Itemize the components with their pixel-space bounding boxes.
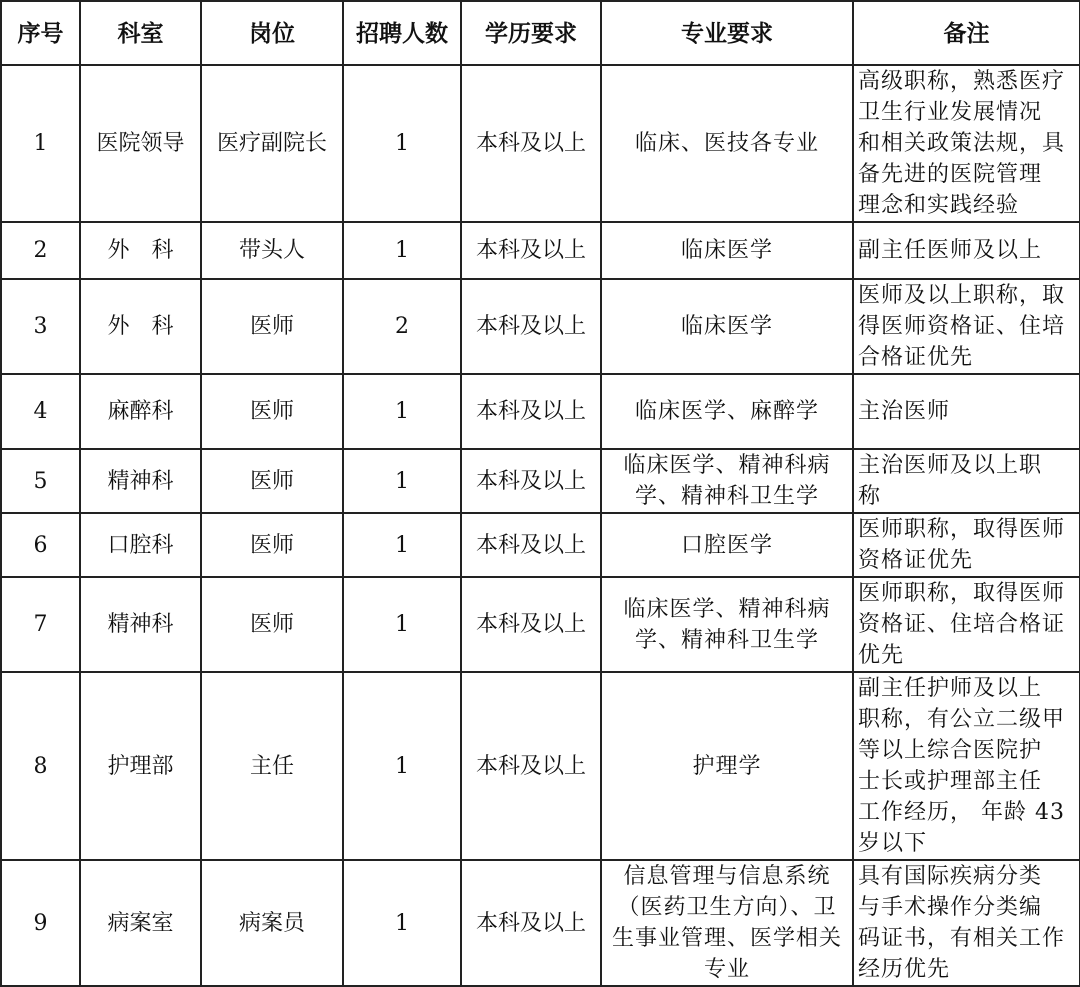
cell-dept: 护理部 xyxy=(80,672,201,860)
cell-post: 带头人 xyxy=(201,222,343,279)
cell-dept: 精神科 xyxy=(80,449,201,513)
cell-count: 1 xyxy=(343,860,461,986)
cell-no: 1 xyxy=(1,65,80,222)
cell-remark: 副主任护师及以上 职称，有公立二级甲 等以上综合医院护 士长或护理部主任 工作经历， 年龄 43 岁以下 xyxy=(853,672,1080,860)
cell-no: 7 xyxy=(1,577,80,672)
cell-remark: 主治医师 xyxy=(853,374,1080,449)
cell-edu: 本科及以上 xyxy=(461,672,601,860)
table-row xyxy=(1,449,1080,513)
cell-remark: 医师职称，取得医师 资格证优先 xyxy=(853,513,1080,577)
cell-no: 2 xyxy=(1,222,80,279)
cell-major: 口腔医学 xyxy=(601,513,853,577)
cell-dept: 精神科 xyxy=(80,577,201,672)
cell-dept: 麻醉科 xyxy=(80,374,201,449)
cell-no: 6 xyxy=(1,513,80,577)
cell-count: 1 xyxy=(343,672,461,860)
header-remark: 备注 xyxy=(853,1,1080,65)
cell-edu: 本科及以上 xyxy=(461,374,601,449)
table-row xyxy=(1,860,1080,986)
table-row xyxy=(1,513,1080,577)
cell-post: 医师 xyxy=(201,449,343,513)
cell-edu: 本科及以上 xyxy=(461,513,601,577)
cell-remark: 副主任医师及以上 xyxy=(853,222,1080,279)
cell-edu: 本科及以上 xyxy=(461,279,601,374)
table-row xyxy=(1,374,1080,449)
cell-remark: 具有国际疾病分类 与手术操作分类编 码证书，有相关工作 经历优先 xyxy=(853,860,1080,986)
cell-dept: 口腔科 xyxy=(80,513,201,577)
cell-edu: 本科及以上 xyxy=(461,577,601,672)
cell-dept: 病案室 xyxy=(80,860,201,986)
cell-no: 3 xyxy=(1,279,80,374)
cell-dept: 外 科 xyxy=(80,222,201,279)
cell-count: 1 xyxy=(343,222,461,279)
cell-post: 医师 xyxy=(201,513,343,577)
cell-count: 1 xyxy=(343,513,461,577)
table-row xyxy=(1,577,1080,672)
header-post: 岗位 xyxy=(201,1,343,65)
header-dept: 科室 xyxy=(80,1,201,65)
cell-count: 1 xyxy=(343,577,461,672)
cell-major: 临床医学 xyxy=(601,222,853,279)
header-row xyxy=(1,1,1080,65)
cell-post: 病案员 xyxy=(201,860,343,986)
cell-major: 护理学 xyxy=(601,672,853,860)
cell-post: 医疗副院长 xyxy=(201,65,343,222)
cell-remark: 主治医师及以上职 称 xyxy=(853,449,1080,513)
cell-count: 2 xyxy=(343,279,461,374)
cell-major: 临床医学、精神科病 学、精神科卫生学 xyxy=(601,449,853,513)
cell-remark: 高级职称，熟悉医疗 卫生行业发展情况 和相关政策法规，具 备先进的医院管理 理念和实践经验 xyxy=(853,65,1080,222)
cell-post: 医师 xyxy=(201,374,343,449)
cell-edu: 本科及以上 xyxy=(461,860,601,986)
cell-no: 8 xyxy=(1,672,80,860)
cell-remark: 医师职称，取得医师 资格证、住培合格证 优先 xyxy=(853,577,1080,672)
cell-major: 信息管理与信息系统 （医药卫生方向）、卫 生事业管理、医学相关 专业 xyxy=(601,860,853,986)
header-major: 专业要求 xyxy=(601,1,853,65)
cell-count: 1 xyxy=(343,374,461,449)
cell-edu: 本科及以上 xyxy=(461,449,601,513)
cell-post: 医师 xyxy=(201,577,343,672)
cell-remark: 医师及以上职称，取 得医师资格证、住培 合格证优先 xyxy=(853,279,1080,374)
cell-no: 9 xyxy=(1,860,80,986)
cell-major: 临床医学、麻醉学 xyxy=(601,374,853,449)
table-row xyxy=(1,279,1080,374)
header-count: 招聘人数 xyxy=(343,1,461,65)
cell-dept: 医院领导 xyxy=(80,65,201,222)
header-edu: 学历要求 xyxy=(461,1,601,65)
cell-post: 主任 xyxy=(201,672,343,860)
cell-edu: 本科及以上 xyxy=(461,222,601,279)
cell-no: 4 xyxy=(1,374,80,449)
cell-post: 医师 xyxy=(201,279,343,374)
cell-count: 1 xyxy=(343,65,461,222)
cell-major: 临床医学、精神科病 学、精神科卫生学 xyxy=(601,577,853,672)
header-no: 序号 xyxy=(1,1,80,65)
cell-dept: 外 科 xyxy=(80,279,201,374)
cell-count: 1 xyxy=(343,449,461,513)
cell-edu: 本科及以上 xyxy=(461,65,601,222)
table-row xyxy=(1,222,1080,279)
table-row xyxy=(1,65,1080,222)
table-row xyxy=(1,672,1080,860)
cell-major: 临床医学 xyxy=(601,279,853,374)
cell-major: 临床、医技各专业 xyxy=(601,65,853,222)
cell-no: 5 xyxy=(1,449,80,513)
